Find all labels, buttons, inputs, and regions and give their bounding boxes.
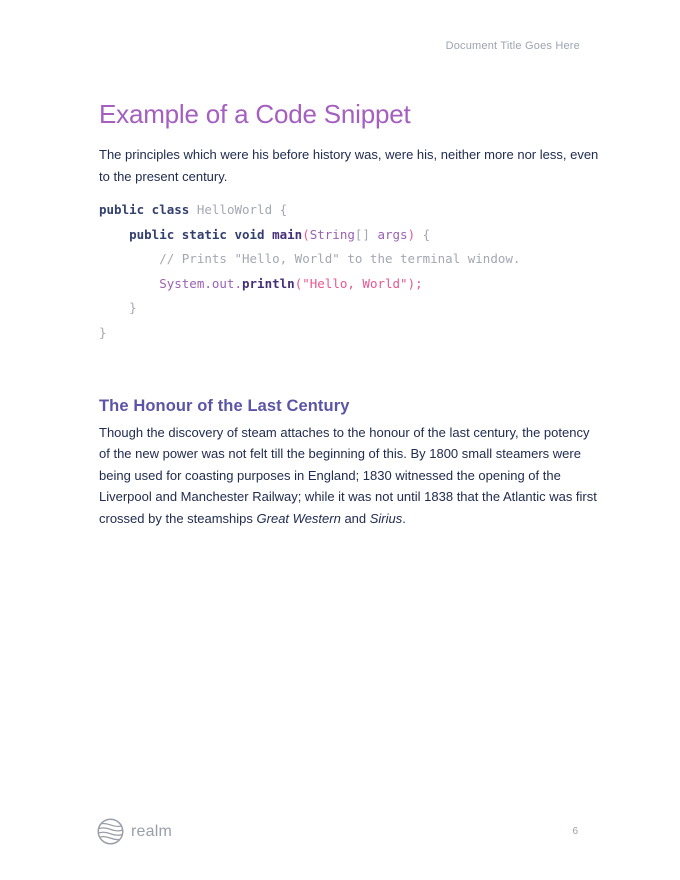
body-line: being used for coasting purposes in England; 1830 witnessed the opening of the: [99, 467, 561, 483]
section-heading: The Honour of the Last Century: [99, 397, 350, 415]
code-token: public static void: [99, 226, 273, 242]
code-token: }: [99, 300, 137, 316]
code-token: public class: [99, 202, 197, 217]
body-line: Though the discovery of steam attaches to the honour of the last century, the potency: [99, 425, 590, 440]
code-token: []: [354, 226, 370, 242]
body-text-segment: crossed by the steamships: [99, 510, 257, 526]
intro-line: to the present century.: [99, 168, 228, 184]
code-snippet: [99, 198, 520, 346]
code-token: String: [309, 226, 355, 242]
code-line: [99, 198, 520, 223]
code-token: println: [242, 275, 295, 291]
code-token: ): [407, 226, 416, 242]
code-line: [99, 247, 520, 272]
body-line: [99, 508, 581, 529]
code-token: ("Hello, World");: [294, 275, 423, 291]
code-line: [99, 223, 520, 248]
code-token: }: [99, 324, 107, 340]
body-line: Liverpool and Manchester Railway; while it was not until 1838 that the Atlantic was first: [99, 489, 597, 505]
body-line: of the new power was not felt till the beginning of this. By 1800 small steamers were: [99, 446, 581, 462]
code-token: (: [302, 226, 310, 242]
page-footer: [97, 818, 580, 848]
code-token: {: [415, 226, 431, 242]
code-token: System.out.: [99, 275, 242, 291]
code-line: [99, 321, 520, 346]
intro-paragraph: [99, 144, 599, 187]
brand-logo: [97, 818, 172, 845]
code-token: HelloWorld {: [196, 202, 288, 217]
code-line: [99, 296, 520, 321]
code-token: args: [369, 226, 408, 242]
body-text-segment: and: [340, 510, 370, 526]
ship-name: Great Western: [256, 510, 341, 526]
code-token: // Prints "Hello, World" to the terminal window.: [99, 251, 521, 267]
running-header-title: Document Title Goes Here: [445, 40, 580, 52]
realm-globe-icon: [97, 818, 124, 845]
page-title: Example of a Code Snippet: [99, 99, 411, 129]
brand-name: realm: [131, 823, 173, 840]
code-line: [99, 272, 520, 297]
intro-line: The principles which were his before history was, were his, neither more nor less, even: [99, 147, 599, 162]
body-text-segment: .: [402, 510, 406, 526]
code-token: main: [272, 226, 303, 242]
section-paragraph: [99, 422, 597, 529]
page-number: 6: [572, 826, 578, 837]
ship-name: Sirius: [369, 510, 403, 526]
